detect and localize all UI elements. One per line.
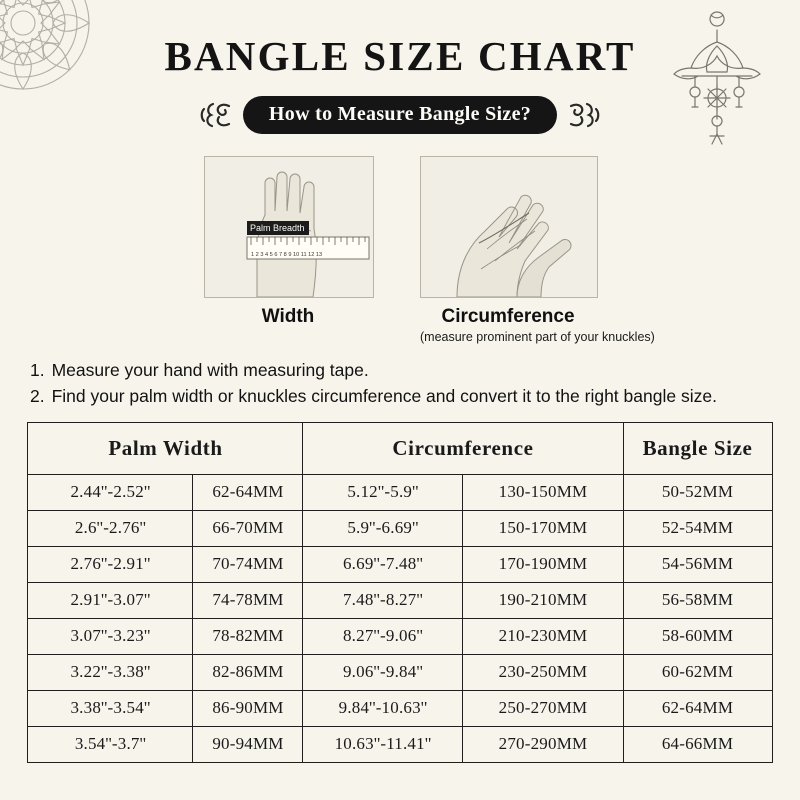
table-header-bangle-size: Bangle Size: [623, 423, 772, 475]
cell-palm-mm: 70-74MM: [193, 547, 303, 583]
table-header-palm-width: Palm Width: [28, 423, 303, 475]
size-table: [27, 422, 772, 763]
cell-bangle-size: 60-62MM: [623, 655, 772, 691]
list-item: [30, 358, 766, 382]
flourish-left-icon: [199, 100, 233, 130]
hand-circumference-illustration: [421, 157, 597, 297]
cell-palm-mm: 66-70MM: [193, 511, 303, 547]
table-row: [28, 475, 772, 511]
page-title: BANGLE SIZE CHART: [164, 33, 636, 79]
cell-circ-mm: 130-150MM: [463, 475, 623, 511]
table-row: [28, 583, 772, 619]
table-row: [28, 691, 772, 727]
cell-bangle-size: 56-58MM: [623, 583, 772, 619]
table-row: [28, 655, 772, 691]
list-item: [30, 384, 766, 408]
subtitle-pill: How to Measure Bangle Size?: [243, 96, 557, 134]
table-body: [28, 475, 772, 763]
cell-palm-inch: 2.6''-2.76'': [28, 511, 193, 547]
cell-circ-mm: 210-230MM: [463, 619, 623, 655]
cell-palm-mm: 90-94MM: [193, 727, 303, 763]
step-number: 1.: [30, 360, 45, 380]
cell-palm-mm: 86-90MM: [193, 691, 303, 727]
cell-palm-inch: 2.44''-2.52'': [28, 475, 193, 511]
step-text: Find your palm width or knuckles circumference and convert it to the right bangle size.: [51, 386, 717, 407]
cell-circ-inch: 7.48''-8.27'': [303, 583, 463, 619]
cell-bangle-size: 50-52MM: [623, 475, 772, 511]
cell-circ-mm: 150-170MM: [463, 511, 623, 547]
table-header-circumference: Circumference: [303, 423, 623, 475]
cell-circ-mm: 230-250MM: [463, 655, 623, 691]
figure-width-caption: Width: [261, 306, 315, 327]
hand-circumference-photo: [420, 156, 598, 298]
hand-width-photo: [204, 156, 374, 298]
figure-circumference-caption: Circumference: [441, 306, 575, 327]
cell-palm-inch: 3.22''-3.38'': [28, 655, 193, 691]
cell-circ-inch: 9.06''-9.84'': [303, 655, 463, 691]
cell-palm-mm: 74-78MM: [193, 583, 303, 619]
svg-text:1 2 3 4 5 6 7 8 9 10 11 12 13: 1 2 3 4 5 6 7 8 9 10 11 12 13: [251, 252, 323, 258]
cell-bangle-size: 52-54MM: [623, 511, 772, 547]
cell-palm-mm: 78-82MM: [193, 619, 303, 655]
cell-circ-inch: 10.63''-11.41'': [303, 727, 463, 763]
table-row: [28, 511, 772, 547]
mandala-ornament-icon: [0, 0, 98, 98]
cell-palm-mm: 82-86MM: [193, 655, 303, 691]
flourish-right-icon: [567, 100, 601, 130]
table-row: [28, 547, 772, 583]
figure-width: [204, 156, 372, 344]
cell-palm-inch: 2.76''-2.91'': [28, 547, 193, 583]
cell-bangle-size: 58-60MM: [623, 619, 772, 655]
cell-palm-inch: 3.54''-3.7'': [28, 727, 193, 763]
lotus-ornament-icon: [662, 6, 772, 151]
figure-circumference: [420, 156, 655, 344]
table-header-row: [28, 423, 772, 475]
cell-circ-inch: 6.69''-7.48'': [303, 547, 463, 583]
step-number: 2.: [30, 386, 45, 407]
instructions-list: [30, 358, 766, 408]
cell-circ-mm: 190-210MM: [463, 583, 623, 619]
cell-circ-inch: 8.27''-9.06'': [303, 619, 463, 655]
palm-breadth-label: Palm Breadth: [250, 223, 305, 233]
cell-palm-inch: 3.38''-3.54'': [28, 691, 193, 727]
table-row: [28, 619, 772, 655]
step-text: Measure your hand with measuring tape.: [51, 360, 369, 380]
cell-palm-mm: 62-64MM: [193, 475, 303, 511]
cell-circ-inch: 9.84''-10.63'': [303, 691, 463, 727]
cell-circ-inch: 5.12''-5.9'': [303, 475, 463, 511]
table-row: [28, 727, 772, 763]
cell-bangle-size: 64-66MM: [623, 727, 772, 763]
cell-palm-inch: 3.07''-3.23'': [28, 619, 193, 655]
hand-width-illustration: [205, 157, 373, 297]
cell-circ-mm: 170-190MM: [463, 547, 623, 583]
cell-palm-inch: 2.91''-3.07'': [28, 583, 193, 619]
figure-circumference-subcaption: (measure prominent part of your knuckles): [420, 330, 655, 344]
cell-circ-inch: 5.9''-6.69'': [303, 511, 463, 547]
cell-circ-mm: 270-290MM: [463, 727, 623, 763]
cell-bangle-size: 54-56MM: [623, 547, 772, 583]
figures-row: [0, 156, 800, 344]
cell-bangle-size: 62-64MM: [623, 691, 772, 727]
cell-circ-mm: 250-270MM: [463, 691, 623, 727]
